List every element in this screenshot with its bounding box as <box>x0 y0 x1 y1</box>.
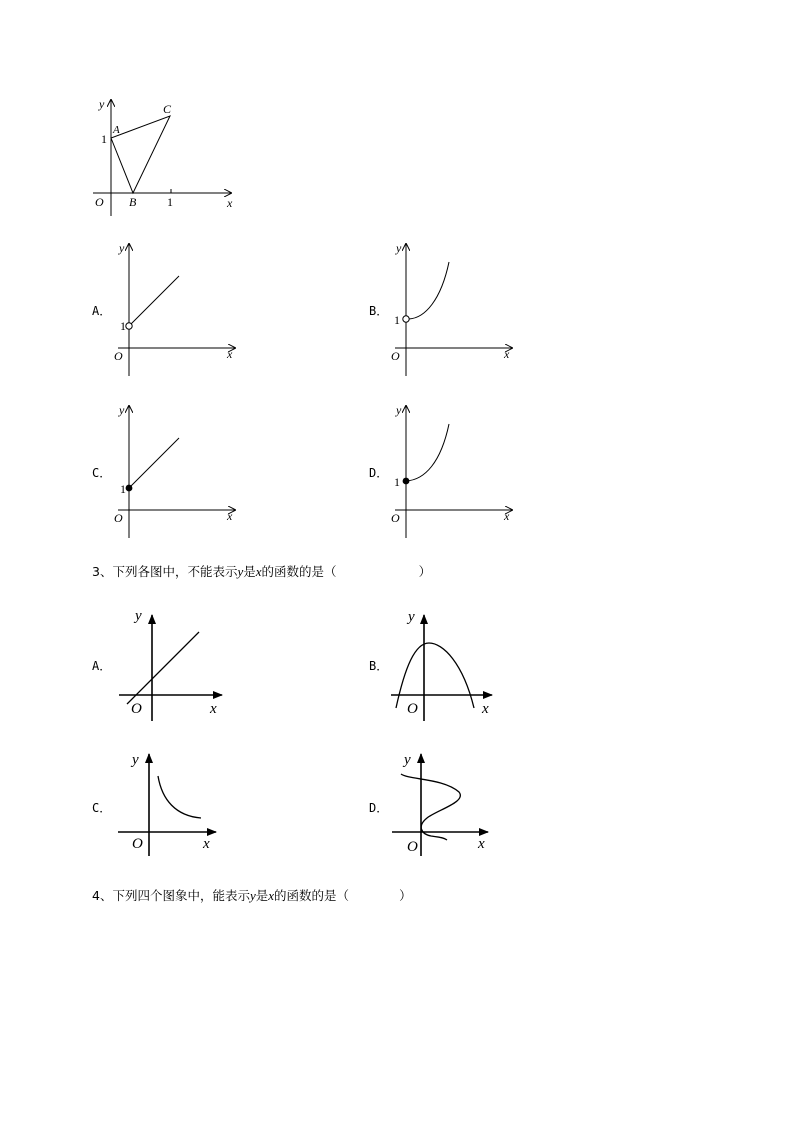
q2-option-c-label: C． <box>92 466 112 480</box>
y-axis-label: y <box>119 403 125 417</box>
q3-option-d-label: D． <box>369 801 389 815</box>
point-a-label: A <box>113 124 120 136</box>
q3-suffix: 的函数的是（ <box>261 564 337 579</box>
x-tick-label-1: 1 <box>167 195 173 209</box>
q2-option-d-graph <box>387 400 522 540</box>
q3-var-y: y <box>237 564 244 579</box>
graph-curve <box>396 643 474 708</box>
q4-prefix: 4、下列四个图象中，能表示 <box>92 888 250 903</box>
x-axis-label: x <box>210 701 217 717</box>
x-axis-label: x <box>227 196 233 210</box>
x-axis-label: x <box>203 836 210 852</box>
x-axis-label: x <box>504 509 510 523</box>
triangle-abc-figure <box>85 92 245 217</box>
origin-label: O <box>391 511 400 525</box>
graph-curve <box>158 776 201 818</box>
q2-option-d-label: D． <box>369 466 389 480</box>
origin-label: O <box>132 836 143 852</box>
open-endpoint <box>403 316 409 322</box>
q3-option-a-label: A． <box>92 659 112 673</box>
q4-close: ） <box>399 888 412 903</box>
q3-var-x: x <box>255 564 262 579</box>
graph-curve <box>406 424 449 481</box>
q3-option-c-graph <box>110 748 245 858</box>
x-axis-label: x <box>504 347 510 361</box>
y-tick-label-1: 1 <box>394 313 400 327</box>
q3-option-a-graph <box>110 605 245 730</box>
y-axis-label: y <box>404 752 411 768</box>
y-tick-label-1: 1 <box>120 319 126 333</box>
q3-option-c-label: C． <box>92 801 112 815</box>
q3-option-b-label: B． <box>369 659 389 673</box>
q2-option-c-graph <box>110 400 245 540</box>
x-axis-label: x <box>227 509 233 523</box>
x-axis-label: x <box>227 347 233 361</box>
q2-option-a-graph <box>110 238 245 378</box>
q2-option-a-label: A． <box>92 304 112 318</box>
y-axis-label: y <box>132 752 139 768</box>
q2-option-b-graph <box>387 238 522 378</box>
origin-label: O <box>114 511 123 525</box>
triangle-abc <box>111 116 170 193</box>
x-axis-label: x <box>478 836 485 852</box>
q2-option-b-label: B． <box>369 304 389 318</box>
origin-label: O <box>407 839 418 855</box>
graph-line <box>131 276 179 324</box>
q3-option-d-graph <box>387 748 522 858</box>
point-b-label: B <box>129 195 137 209</box>
graph-line <box>127 632 199 704</box>
y-tick-label-1: 1 <box>120 482 126 496</box>
y-tick-label-1: 1 <box>394 475 400 489</box>
y-axis-label: y <box>99 97 105 111</box>
y-axis-label: y <box>396 241 402 255</box>
graph-curve <box>401 774 460 840</box>
graph-curve <box>409 262 449 319</box>
open-endpoint <box>126 323 132 329</box>
y-axis-label: y <box>408 609 415 625</box>
filled-endpoint <box>403 478 410 485</box>
origin-label: O <box>407 701 418 717</box>
q3-option-b-graph <box>387 605 522 730</box>
q4-mid: 是 <box>255 888 269 903</box>
question-4-text <box>92 888 412 904</box>
graph-line <box>129 438 179 488</box>
origin-label: O <box>131 701 142 717</box>
q3-close: ） <box>418 564 432 579</box>
y-tick-label-1: 1 <box>101 132 107 146</box>
q3-prefix: 3、下列各图中，不能表示 <box>92 564 238 579</box>
y-axis-label: y <box>119 241 125 255</box>
question-3-text <box>92 564 431 580</box>
q3-mid: 是 <box>243 564 256 579</box>
point-c-label: C <box>163 102 172 116</box>
y-axis-label: y <box>396 403 402 417</box>
origin-label: O <box>114 349 123 363</box>
origin-label: O <box>95 195 104 209</box>
filled-endpoint <box>126 485 133 492</box>
x-axis-label: x <box>482 701 489 717</box>
origin-label: O <box>391 349 400 363</box>
y-axis-label: y <box>135 608 142 624</box>
q4-suffix: 的函数的是（ <box>274 888 350 903</box>
q4-var-y: y <box>249 888 256 903</box>
q4-var-x: x <box>268 888 275 903</box>
